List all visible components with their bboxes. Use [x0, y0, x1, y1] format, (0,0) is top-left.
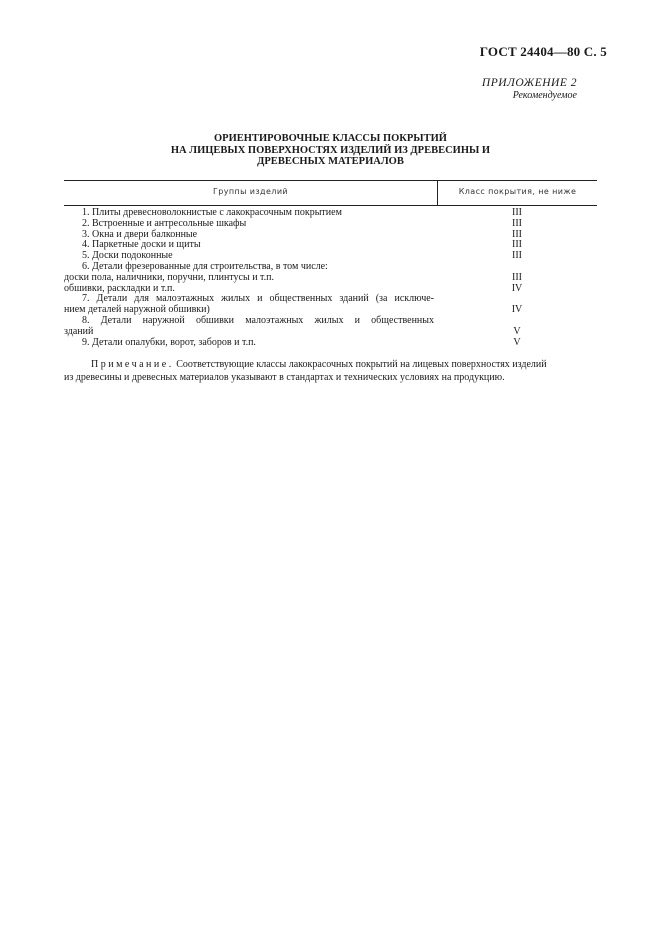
table-note [64, 359, 597, 384]
row-text: 8. Детали наружной обшивки малоэтажных жилых и общественных [82, 314, 434, 326]
row-class: V [513, 336, 521, 348]
row-text: нием деталей наружной обшивки) [64, 304, 210, 316]
row-text: доски пола, наличники, поручни, плинтусы и т.п. [64, 271, 275, 283]
table-row [64, 316, 434, 327]
table-row [64, 325, 521, 338]
table-row [82, 336, 521, 349]
column-header-class: Класс покрытия, не ниже [458, 187, 577, 196]
row-class: III [512, 271, 522, 283]
column-header-groups: Группы изделий [212, 187, 289, 196]
row-text: зданий [64, 325, 94, 337]
title-line-1: ОРИЕНТИРОВОЧНЫЕ КЛАССЫ ПОКРЫТИЙ [214, 133, 447, 144]
row-text: 5. Доски подоконные [82, 250, 173, 262]
note-line-1: Соответствующие классы лакокрасочных покрытий на лицевых поверхностях изделий [176, 359, 547, 370]
row-text: 3. Окна и двери балконные [82, 228, 198, 240]
table-body [64, 207, 523, 348]
row-class: III [512, 217, 522, 229]
row-text: 9. Детали опалубки, ворот, заборов и т.п. [82, 336, 256, 348]
table-header-rule [64, 205, 597, 206]
row-text: обшивки, раскладки и т.п. [64, 282, 175, 294]
row-text: 2. Встроенные и антресольные шкафы [82, 217, 247, 229]
row-text: 4. Паркетные доски и щиты [82, 239, 201, 251]
row-class: III [512, 228, 522, 240]
row-class: V [513, 325, 521, 337]
table-top-rule [64, 180, 597, 181]
standard-page-header: ГОСТ 24404—80 С. 5 [479, 44, 607, 59]
note-line-2: из древесины и древесных материалов указывают в стандартах и технических условиях на продукцию. [64, 371, 505, 383]
row-class: III [512, 250, 522, 262]
row-text: 1. Плиты древесноволокнистые с лакокрасочным покрытием [82, 207, 342, 218]
row-class: III [512, 239, 522, 251]
title-line-3: ДРЕВЕСНЫХ МАТЕРИАЛОВ [257, 156, 404, 167]
row-class: IV [511, 304, 523, 316]
row-text: 7. Детали для малоэтажных жилых и общественных зданий (за исключе- [82, 293, 434, 305]
table-row [82, 217, 522, 230]
row-class: IV [511, 282, 523, 294]
row-text: 6. Детали фрезерованные для строительства, в том числе: [82, 260, 328, 272]
appendix-status: Рекомендуемое [512, 90, 577, 101]
title-line-2: НА ЛИЦЕВЫХ ПОВЕРХНОСТЯХ ИЗДЕЛИЙ ИЗ ДРЕВЕСИНЫ И [170, 144, 491, 156]
appendix-label: ПРИЛОЖЕНИЕ 2 [481, 77, 577, 89]
row-class: III [512, 207, 522, 218]
note-label: Примечание. [91, 359, 174, 370]
table-row [64, 271, 522, 284]
document-title [0, 133, 661, 168]
